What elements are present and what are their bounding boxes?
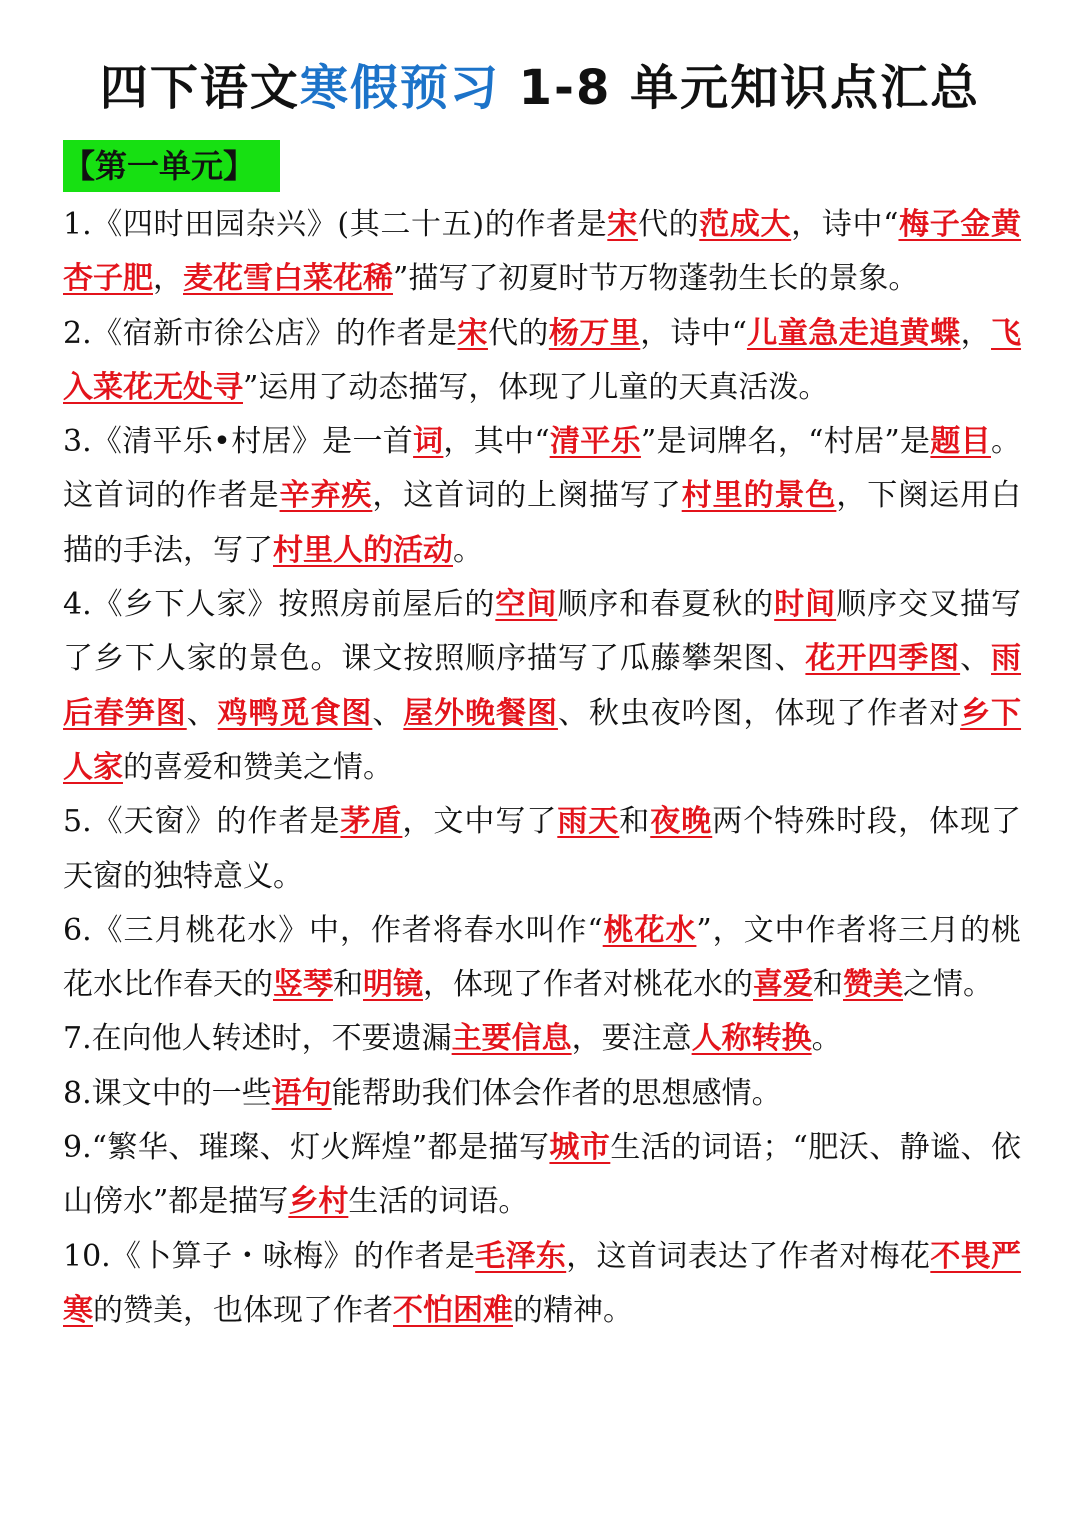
item-text: ，这首词的上阕描写了 [372, 478, 682, 514]
item-text: 生活的词语。 [348, 1184, 529, 1220]
item-text: 的喜爱和赞美之情。 [123, 749, 393, 785]
keyword: 儿童急走追黄蝶 [746, 315, 961, 351]
keyword: 喜爱 [753, 967, 813, 1003]
item-text: 的赞美，也体现了作者 [93, 1292, 393, 1328]
item-text: 5.《天窗》的作者是 [63, 804, 341, 840]
item-text: 、 [186, 695, 218, 731]
keyword: 不怕困难 [393, 1292, 513, 1328]
keyword: 题目 [930, 424, 991, 460]
keyword: 村里的景色 [681, 478, 837, 514]
keyword: 桃花水 [602, 912, 697, 948]
keyword: 鸡鸭觅食图 [217, 695, 373, 731]
item-text: 顺序交叉描写了乡下人家的景色。课文按照顺序描写了瓜藤攀架图、 [63, 587, 1022, 677]
keyword: 花开四季图 [805, 641, 961, 677]
item-text: 9.“繁华、璀璨、灯火辉煌”都是描写 [63, 1130, 550, 1166]
keyword: 人称转换 [691, 1021, 812, 1057]
item-text: 、 [960, 641, 992, 677]
keyword: 乡下人家 [63, 695, 1022, 785]
keyword: 宋 [457, 315, 488, 351]
item-text: 。 [453, 532, 483, 568]
title-part-3: 1-8 单元知识点汇总 [499, 60, 981, 116]
item-text: ， [153, 261, 183, 297]
keyword: 茅盾 [340, 804, 403, 840]
item-text: ”描写了初夏时节万物蓬勃生长的景象。 [393, 261, 919, 297]
item-text: ，其中“ [443, 424, 550, 460]
keyword: 雨天 [557, 804, 620, 840]
item-text: 、 [372, 695, 404, 731]
keyword: 赞美 [843, 967, 903, 1003]
knowledge-item-2 [63, 307, 1021, 416]
item-text: ”是词牌名，“村居”是 [640, 424, 931, 460]
knowledge-item-6 [63, 904, 1021, 1013]
keyword: 词 [413, 424, 444, 460]
keyword: 清平乐 [549, 424, 641, 460]
item-text: ，体现了作者对桃花水的 [423, 967, 753, 1003]
knowledge-item-5 [63, 795, 1021, 904]
keyword: 宋 [607, 207, 638, 242]
keyword: 麦花雪白菜花稀 [183, 261, 393, 297]
item-text: 和 [813, 967, 843, 1003]
knowledge-item-8 [63, 1067, 1021, 1121]
unit-label: 【第一单元】 [63, 140, 280, 192]
keyword: 屋外晚餐图 [403, 695, 558, 731]
item-text: ，下阕运用白描的手法，写了 [63, 478, 1022, 568]
item-text: ”运用了动态描写，体现了儿童的天真活泼。 [243, 369, 829, 405]
keyword: 竖琴 [273, 967, 333, 1003]
item-text: 。这首词的作者是 [63, 424, 1021, 514]
keyword: 村里人的活动 [273, 532, 453, 568]
keyword: 夜晚 [650, 804, 713, 840]
item-text: 2.《宿新市徐公店》的作者是 [63, 315, 458, 351]
keyword: 范成大 [699, 207, 792, 242]
item-text: 代的 [637, 207, 700, 242]
keyword: 雨后春笋图 [63, 641, 1022, 731]
item-text: 的精神。 [513, 1292, 633, 1328]
item-text: 7.在向他人转述时，不要遗漏 [63, 1021, 452, 1057]
keyword: 杨万里 [548, 315, 641, 351]
knowledge-item-7 [63, 1012, 1021, 1066]
knowledge-list [63, 198, 1021, 1338]
item-text: 8.课文中的一些 [63, 1075, 272, 1111]
item-text: 顺序和春夏秋的 [557, 587, 775, 623]
knowledge-item-3 [63, 415, 1021, 578]
page-title [0, 52, 1080, 124]
knowledge-item-4 [63, 578, 1021, 795]
item-text: 和 [619, 804, 651, 840]
title-part-1: 四下语文 [99, 60, 300, 116]
item-text: ，诗中“ [791, 207, 899, 242]
title-highlight: 寒假预习 [299, 60, 500, 116]
item-text: ， [960, 315, 992, 351]
keyword: 明镜 [363, 967, 423, 1003]
keyword: 主要信息 [451, 1021, 572, 1057]
item-text: 两个特殊时段，体现了天窗的独特意义。 [63, 804, 1022, 894]
keyword: 飞入菜花无处寻 [63, 315, 1022, 405]
keyword: 辛弃疾 [279, 478, 373, 514]
keyword: 毛泽东 [475, 1238, 567, 1274]
item-text: 4.《乡下人家》按照房前屋后的 [63, 587, 496, 623]
item-text: ，这首词表达了作者对梅花 [566, 1238, 931, 1274]
item-text: 3.《清平乐•村居》是一首 [63, 424, 414, 460]
item-text: 能帮助我们体会作者的思想感情。 [331, 1075, 782, 1111]
keyword: 乡村 [288, 1184, 349, 1220]
knowledge-item-1 [63, 198, 1021, 307]
item-text: ”，文中作者将三月的桃花水比作春天的 [63, 912, 1021, 1003]
keyword: 空间 [495, 587, 558, 623]
keyword: 语句 [271, 1075, 332, 1111]
item-text: 1.《四时田园杂兴》(其二十五)的作者是 [63, 207, 608, 242]
item-text: ，要注意 [571, 1021, 692, 1057]
item-text: 之情。 [903, 967, 993, 1003]
item-text: 和 [333, 967, 363, 1003]
item-text: 、秋虫夜吟图，体现了作者对 [557, 695, 961, 731]
item-text: ，诗中“ [640, 315, 747, 351]
item-text: 代的 [487, 315, 549, 351]
keyword: 不畏严寒 [63, 1238, 1022, 1328]
keyword: 梅子金黄杏子肥 [63, 207, 1022, 297]
knowledge-item-10 [63, 1230, 1021, 1339]
item-text: 10.《卜算子・咏梅》的作者是 [63, 1238, 476, 1274]
item-text: 。 [811, 1021, 842, 1057]
knowledge-item-9 [63, 1121, 1021, 1230]
keyword: 时间 [774, 587, 837, 623]
item-text: 6.《三月桃花水》中，作者将春水叫作“ [63, 912, 603, 948]
item-text: ，文中写了 [402, 804, 558, 840]
keyword: 城市 [549, 1130, 611, 1166]
item-text: 生活的词语；“肥沃、静谧、依山傍水”都是描写 [63, 1130, 1021, 1220]
